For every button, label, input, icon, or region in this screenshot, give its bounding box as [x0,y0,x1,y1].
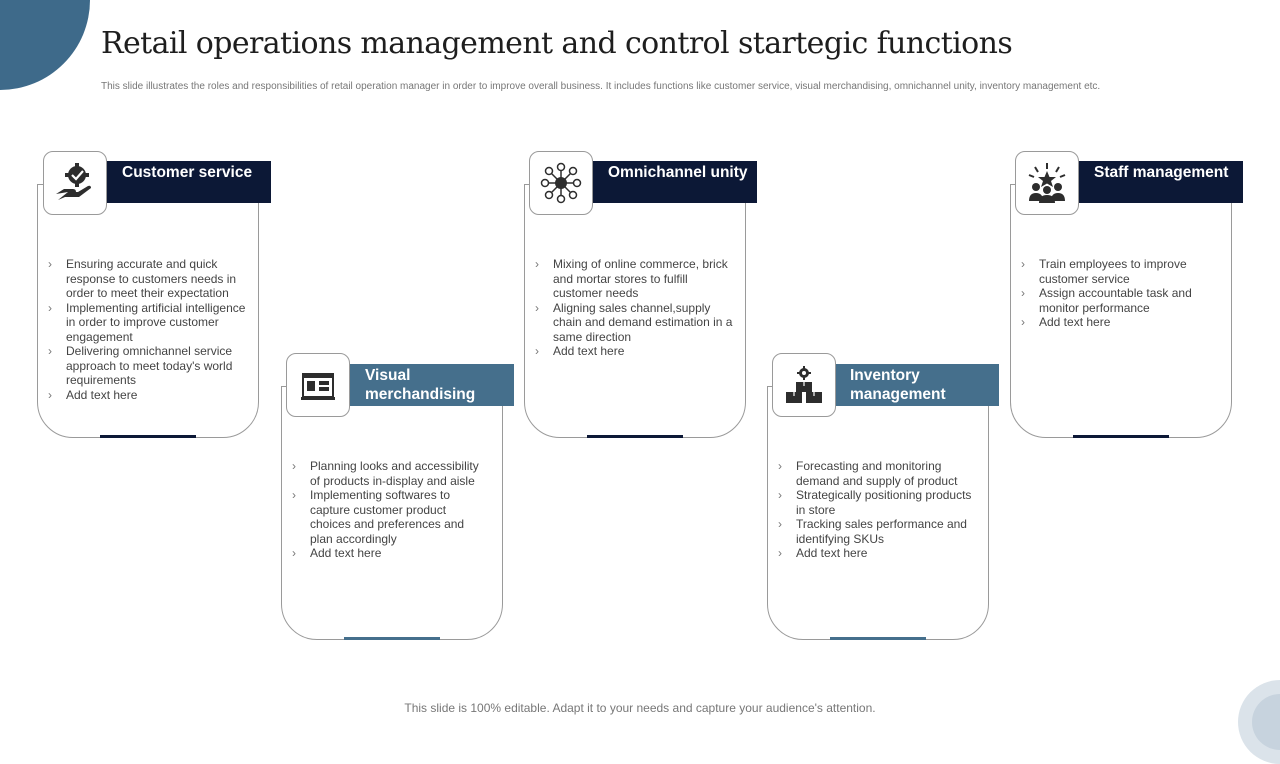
list-item: › Add text here [776,546,976,561]
network-hub-icon [540,162,582,204]
list-item: › Mixing of online commerce, brick and mortar stores to fulfill customer needs [533,257,733,301]
decorative-corner-circle [0,0,90,90]
list-item: › Add text here [1019,315,1219,330]
list-item: › Train employees to improve customer service [1019,257,1219,286]
icon-frame [286,353,350,417]
list-item: › Add text here [46,388,246,403]
icon-frame [529,151,593,215]
card-bullet-list [1019,257,1219,330]
icon-frame [772,353,836,417]
list-item: › Assign accountable task and monitor performance [1019,286,1219,315]
storefront-display-icon [298,365,338,405]
team-star-icon [1025,161,1069,205]
hand-gear-check-icon [53,161,97,205]
list-item: › Forecasting and monitoring demand and supply of product [776,459,976,488]
card-heading: Inventory management [835,364,999,406]
boxes-gear-icon [784,365,824,405]
card-bullet-list [46,257,246,402]
card-underline [587,435,683,438]
list-item: › Add text here [290,546,490,561]
icon-frame [43,151,107,215]
card-visual-merchandising [281,386,503,640]
list-item: › Strategically positioning products in store [776,488,976,517]
card-underline [1073,435,1169,438]
list-item: › Planning looks and accessibility of products in-display and aisle [290,459,490,488]
list-item: › Add text here [533,344,733,359]
card-heading: Staff management [1079,161,1243,203]
card-omnichannel-unity [524,184,746,438]
card-customer-service [37,184,259,438]
card-staff-management [1010,184,1232,438]
list-item: › Implementing softwares to capture customer product choices and preferences and plan accordingly [290,488,490,546]
page-title: Retail operations management and control startegic functions [101,26,1013,61]
page-subtitle: This slide illustrates the roles and responsibilities of retail operation manager in order to improve overall business. It includes functions like customer service, visual merchandising, omnichannel unity, inventory management etc. [101,81,1101,92]
card-bullet-list [533,257,733,359]
card-heading: Visual merchandising [350,364,514,406]
icon-frame [1015,151,1079,215]
footer-note: This slide is 100% editable. Adapt it to your needs and capture your audience's attention. [404,701,876,715]
list-item: › Tracking sales performance and identifying SKUs [776,517,976,546]
card-underline [344,637,440,640]
card-inventory-management [767,386,989,640]
card-heading: Customer service [107,161,271,203]
list-item: › Aligning sales channel,supply chain and demand estimation in a same direction [533,301,733,345]
card-bullet-list [776,459,976,561]
card-bullet-list [290,459,490,561]
card-heading: Omnichannel unity [593,161,757,203]
list-item: › Implementing artificial intelligence in order to improve customer engagement [46,301,246,345]
card-underline [100,435,196,438]
card-underline [830,637,926,640]
decorative-corner-circle-bottom [1238,680,1280,764]
list-item: › Delivering omnichannel service approach to meet today's world requirements [46,344,246,388]
list-item: › Ensuring accurate and quick response to customers needs in order to meet their expectation [46,257,246,301]
